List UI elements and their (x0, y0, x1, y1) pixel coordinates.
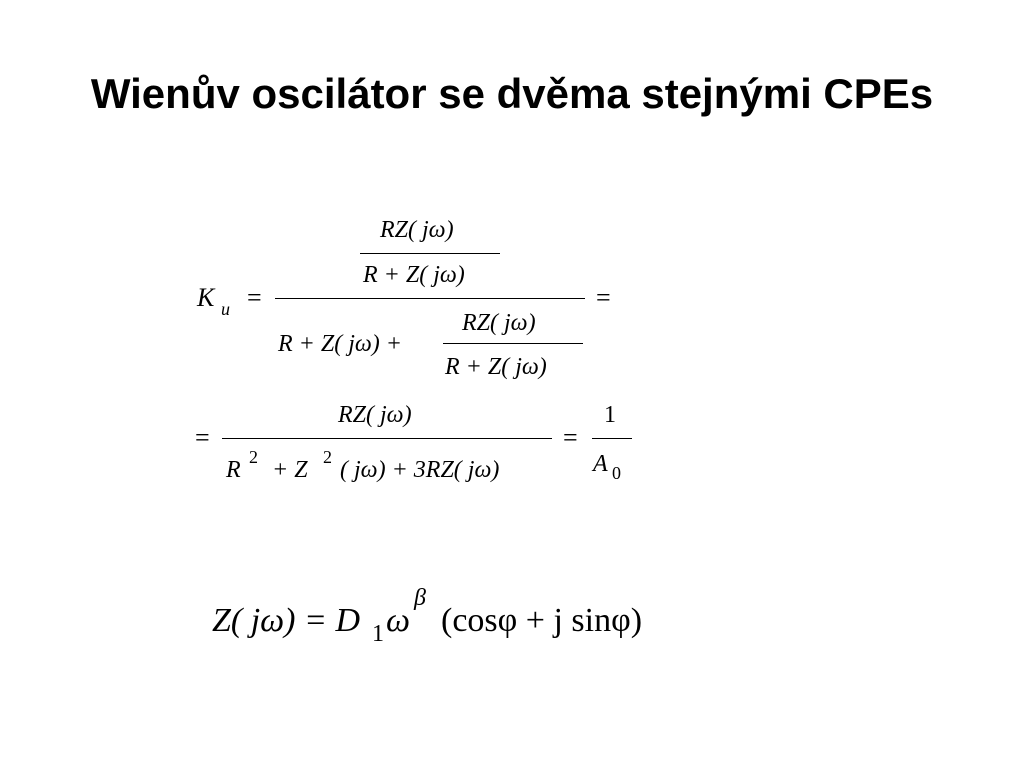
ku-denominator-left: R + Z( jω) + (278, 331, 402, 357)
a0-den-z-sup: 2 (323, 447, 332, 467)
ku-denominator-inner-denominator: R + Z( jω) (445, 354, 547, 380)
a0-den-rest: ( jω) + 3RZ( jω) (340, 457, 500, 483)
z-d-subscript: 1 (372, 621, 384, 647)
z-lhs: Z( jω) = D (212, 602, 361, 639)
a0-den-r: R (226, 457, 241, 483)
a0-numerator: RZ( jω) (338, 402, 412, 428)
ku-inner-denominator: R + Z( jω) (363, 262, 465, 288)
z-omega: ω (386, 602, 411, 639)
ku-inner-numerator: RZ( jω) (380, 217, 454, 243)
ku-trailing-equals: = (596, 283, 611, 312)
ku-denominator-inner-numerator: RZ( jω) (462, 310, 536, 336)
a0-a-symbol: A (593, 451, 608, 477)
ku-symbol: K (197, 283, 215, 312)
a0-leading-equals: = (195, 423, 210, 452)
a0-den-r-sup: 2 (249, 447, 258, 467)
a0-second-equals: = (563, 423, 578, 452)
a0-den-plus-z: + Z (272, 457, 308, 483)
z-rhs: (cosφ + j sinφ) (441, 602, 643, 639)
z-beta-superscript: β (414, 585, 426, 611)
a0-one: 1 (604, 402, 616, 428)
slide-title: Wienův oscilátor se dvěma stejnými CPEs (90, 70, 934, 117)
ku-subscript: u (221, 299, 230, 319)
ku-equals: = (247, 283, 262, 312)
a0-a-subscript: 0 (612, 463, 621, 483)
